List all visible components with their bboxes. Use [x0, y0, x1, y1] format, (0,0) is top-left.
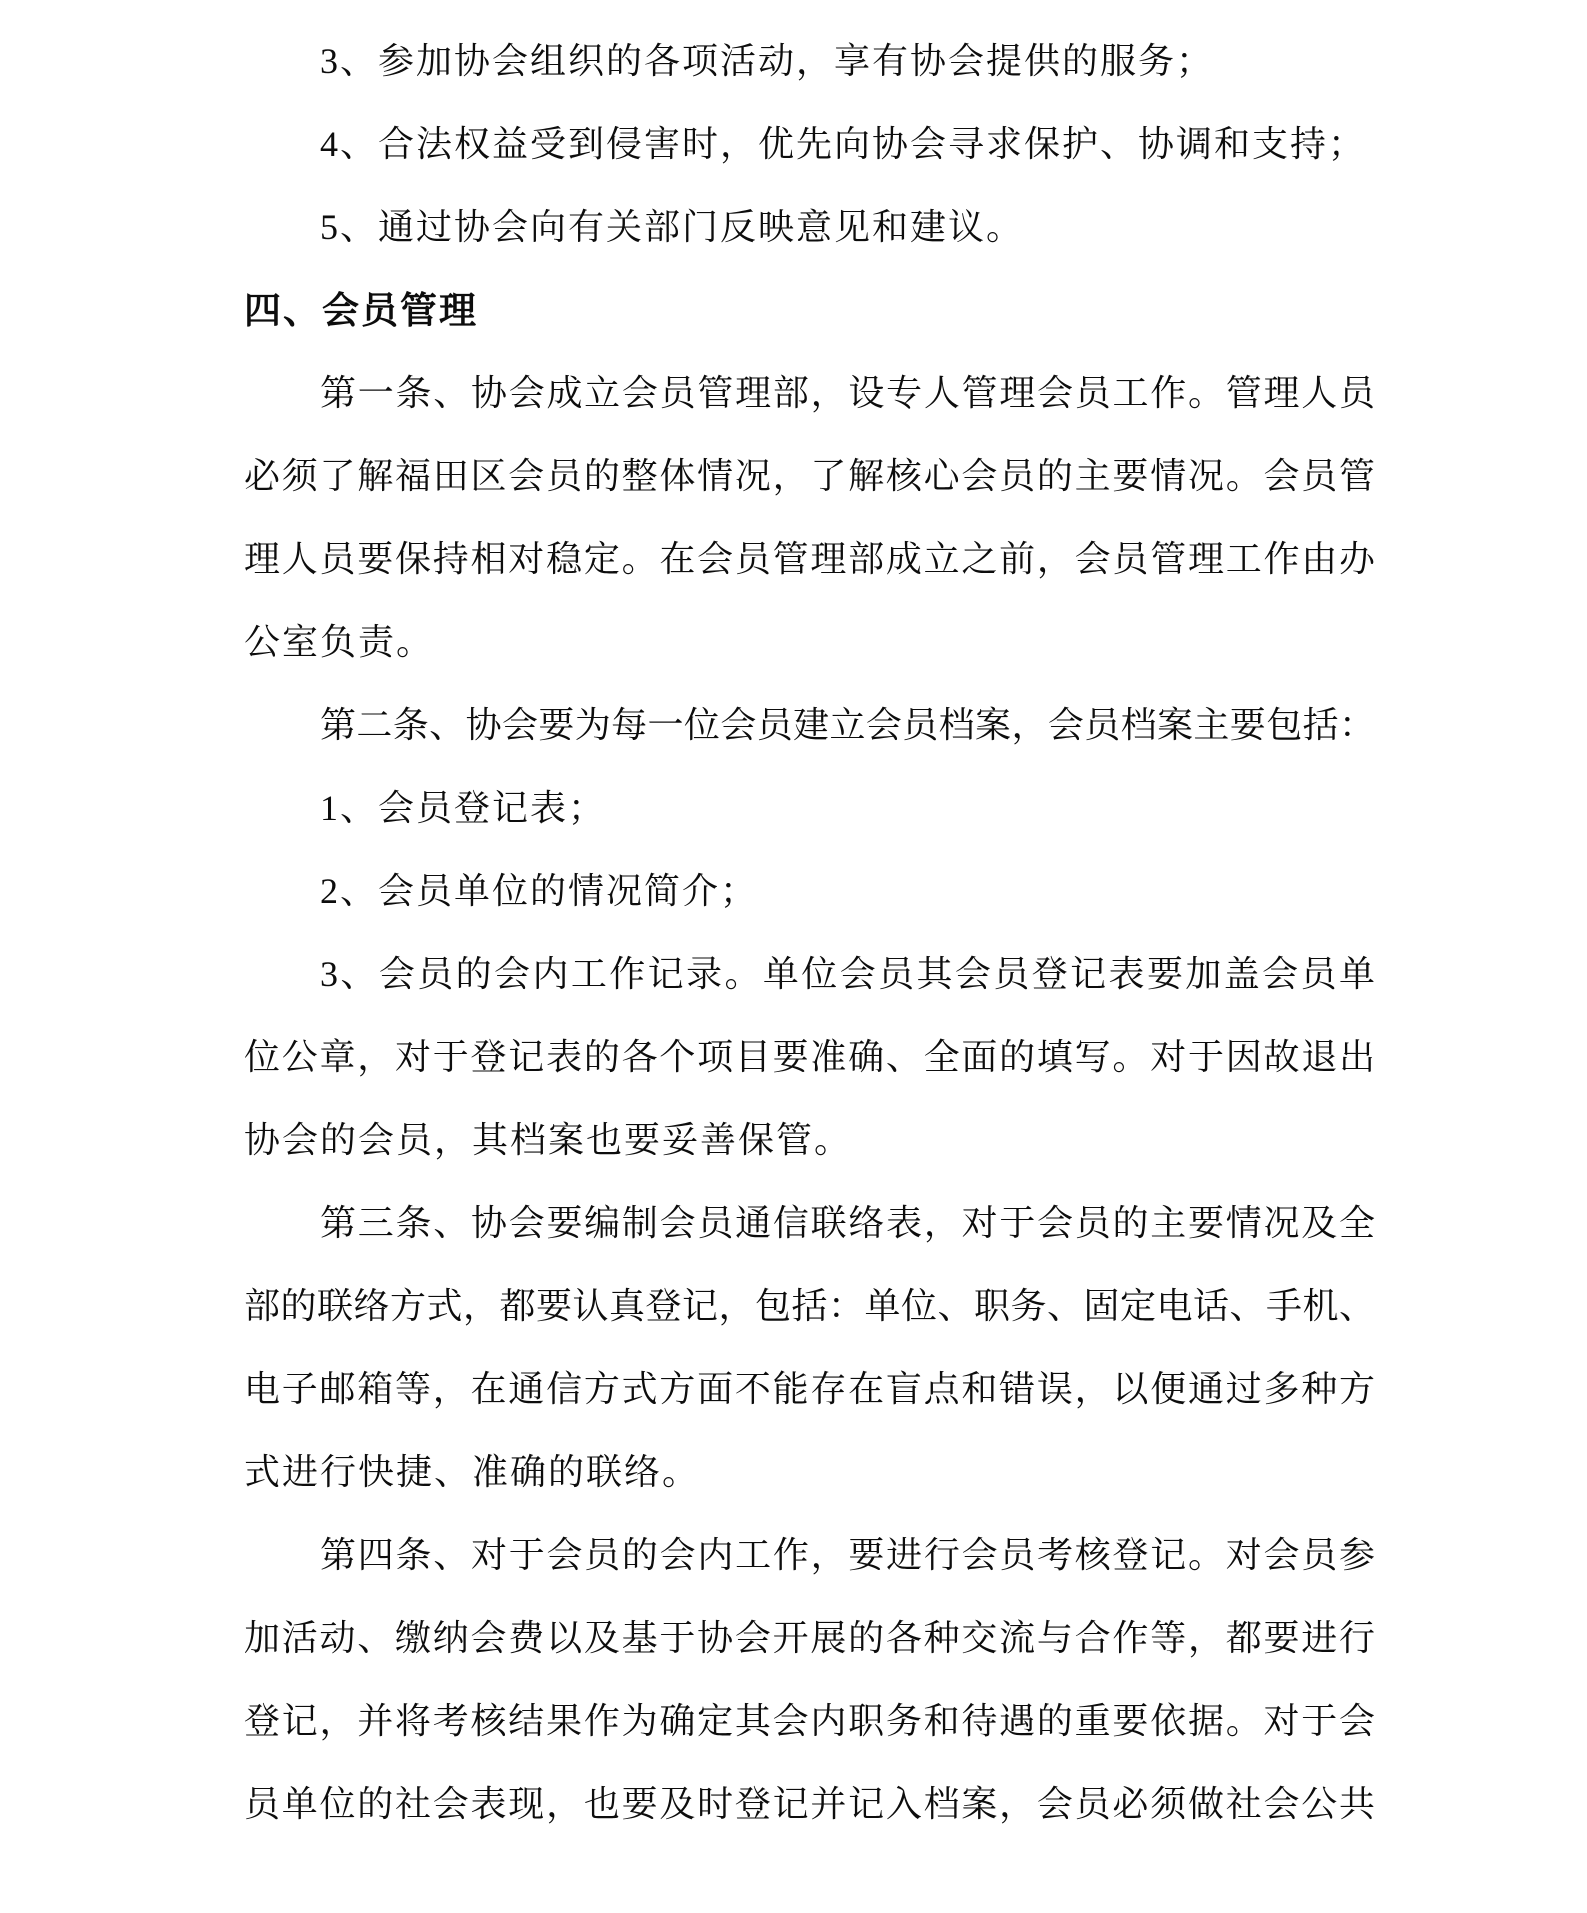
article-3-line-2: 部的联络方式，都要认真登记，包括：单位、职务、固定电话、手机、	[244, 1286, 1375, 1326]
list-item-5-feedback: 5、通过协会向有关部门反映意见和建议。	[320, 207, 1025, 247]
article-1-line-4: 公室负责。	[244, 622, 435, 662]
article-2-line-1: 第二条、协会要为每一位会员建立会员档案，会员档案主要包括：	[320, 705, 1375, 745]
archive-item-1: 1、会员登记表；	[320, 788, 607, 828]
article-4-line-1: 第四条、对于会员的会内工作，要进行会员考核登记。对会员参	[320, 1535, 1375, 1575]
archive-item-3-line-1: 3、会员的会内工作记录。单位会员其会员登记表要加盖会员单	[320, 954, 1375, 994]
article-1-line-3: 理人员要保持相对稳定。在会员管理部成立之前，会员管理工作由办	[244, 539, 1375, 579]
article-1-line-1: 第一条、协会成立会员管理部，设专人管理会员工作。管理人员	[320, 373, 1375, 413]
article-3-line-1: 第三条、协会要编制会员通信联络表，对于会员的主要情况及全	[320, 1203, 1375, 1243]
archive-item-2: 2、会员单位的情况简介；	[320, 871, 759, 911]
section-heading-member-management: 四、会员管理	[244, 290, 478, 331]
article-4-line-4: 员单位的社会表现，也要及时登记并记入档案，会员必须做社会公共	[244, 1784, 1375, 1824]
list-item-4-protection: 4、合法权益受到侵害时，优先向协会寻求保护、协调和支持；	[320, 124, 1367, 164]
archive-item-3-line-2: 位公章，对于登记表的各个项目要准确、全面的填写。对于因故退出	[244, 1037, 1375, 1077]
archive-item-3-line-3: 协会的会员，其档案也要妥善保管。	[244, 1120, 853, 1160]
article-4-line-2: 加活动、缴纳会费以及基于协会开展的各种交流与合作等，都要进行	[244, 1618, 1375, 1658]
article-3-line-4: 式进行快捷、准确的联络。	[244, 1452, 701, 1492]
article-4-line-3: 登记，并将考核结果作为确定其会内职务和待遇的重要依据。对于会	[244, 1701, 1375, 1741]
list-item-3-services: 3、参加协会组织的各项活动，享有协会提供的服务；	[320, 41, 1215, 81]
article-3-line-3: 电子邮箱等，在通信方式方面不能存在盲点和错误，以便通过多种方	[244, 1369, 1375, 1409]
article-1-line-2: 必须了解福田区会员的整体情况，了解核心会员的主要情况。会员管	[244, 456, 1375, 496]
